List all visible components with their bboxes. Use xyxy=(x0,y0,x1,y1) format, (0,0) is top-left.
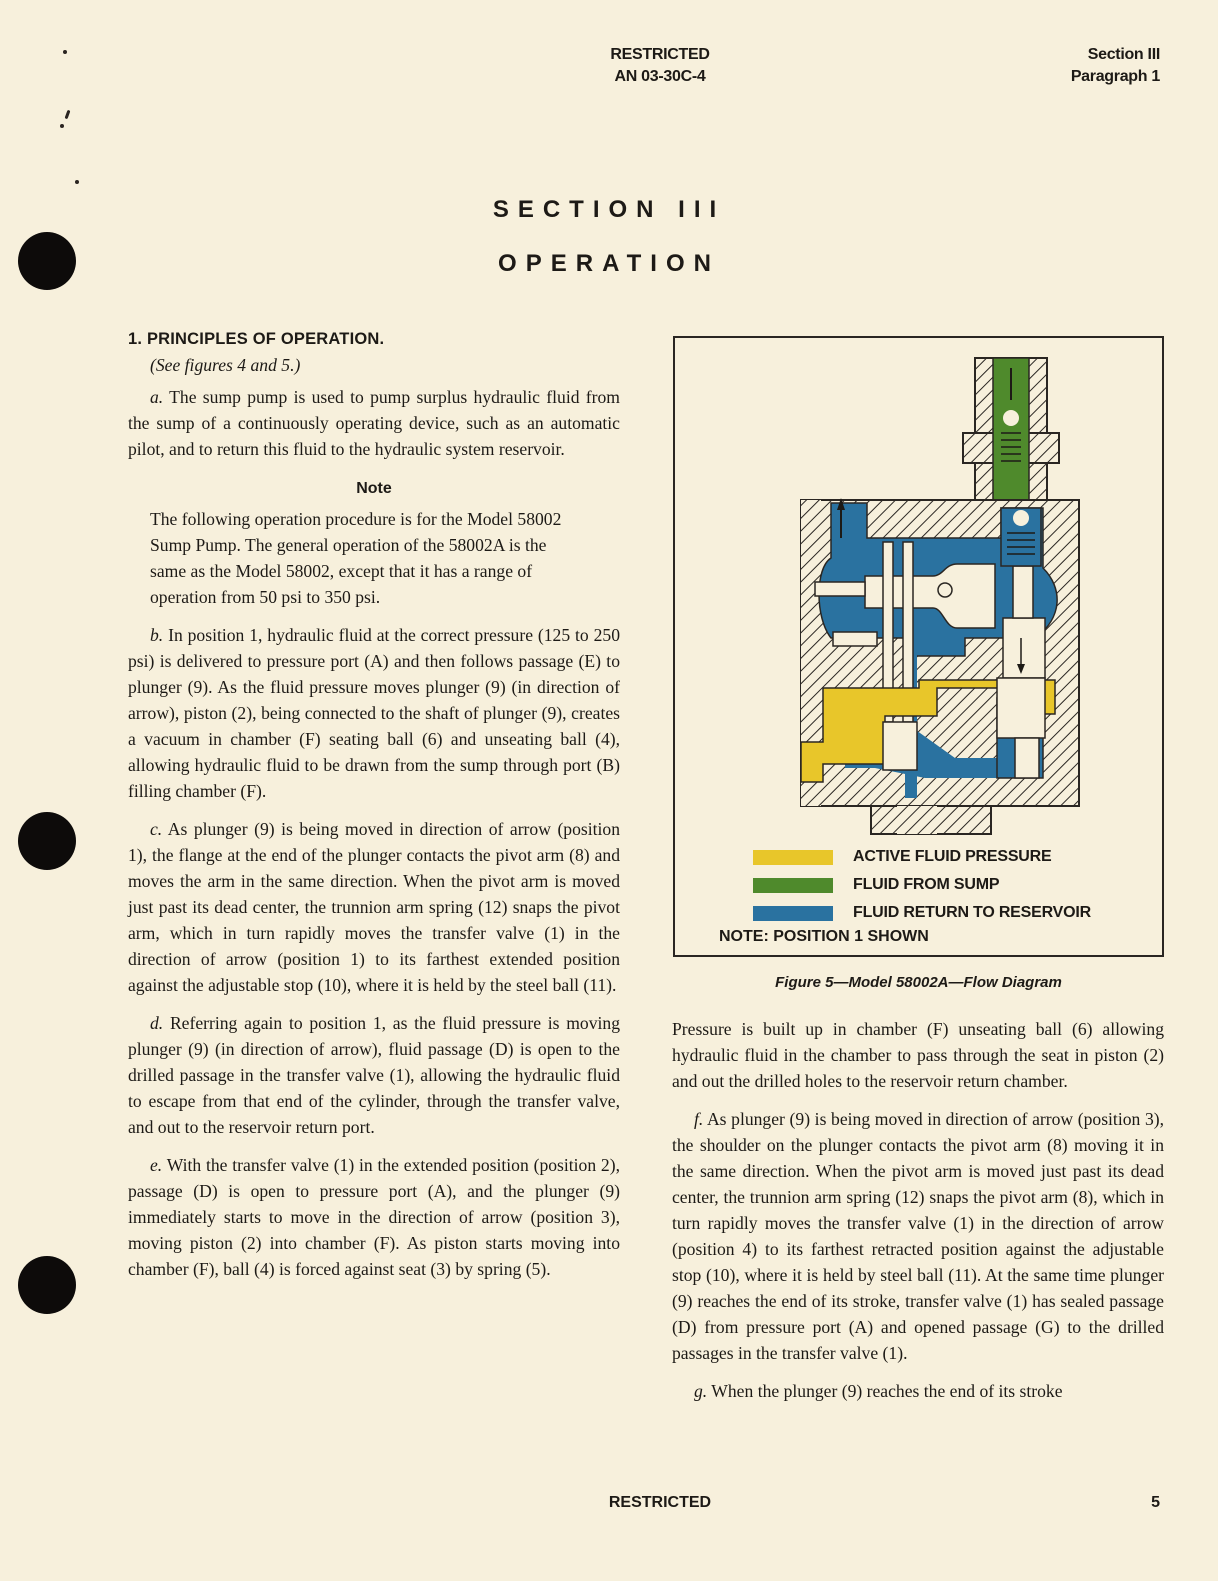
speck xyxy=(65,110,71,119)
footer-classification: RESTRICTED xyxy=(608,1494,712,1511)
speck xyxy=(60,124,64,128)
legend-item-fluid-from-sump: FLUID FROM SUMP xyxy=(753,871,1091,899)
paragraph-g: g. When the plunger (9) reaches the end of its stroke xyxy=(694,1381,1063,1401)
running-header xyxy=(560,44,760,88)
speck xyxy=(75,180,79,184)
section-title: SECTION III xyxy=(492,196,726,223)
paragraph-c: c. As plunger (9) is being moved in direction of arrow (position 1), the flange at the end of the plunger contacts the pivot arm (8) and moves the arm in the same direction. When the pivot arm is moved just past its dead center, the trunnion arm spring (12) snaps the pivot arm, which in turn rapidly moves the transfer valve (1) in the direction of arrow (position 1) to its farthest extended position against the adjustable stop (10), where it is held by the steel ball (11). xyxy=(128,819,620,995)
section-reference xyxy=(1071,44,1160,88)
figure-caption: Figure 5—Model 58002A—Flow Diagram xyxy=(775,974,1062,991)
paragraph-b: b. In position 1, hydraulic fluid at the correct pressure (125 to 250 psi) is delivered to pressure port (A) and then follows passage (E) to plunger (9). As the fluid pressure moves plunger (9) (in direction of arrow), piston (2), being connected to the shaft of plunger (9), creates a vacuum in chamber (F) seating ball (6) and unseating ball (4), allowing hydraulic fluid to be drawn from the sump through port (B) filling chamber (F). xyxy=(128,625,620,801)
paragraph-e: e. With the transfer valve (1) in the extended position (position 2), passage (D) is open to pressure port (A), and the plunger (9) immediately starts to move in the direction of arrow (position 3), moving piston (2) into chamber (F). As piston starts moving into chamber (F), ball (4) is forced against seat (3) by spring (5). xyxy=(128,1155,620,1279)
page-number: 5 xyxy=(1151,1494,1160,1511)
figure-legend xyxy=(753,843,1091,927)
note-body: The following operation procedure is for the Model 58002 Sump Pump. The general operation of the 58002A is the same as the Model 58002, except that it has a range of operation from 50 psi to 350 psi. xyxy=(150,509,562,607)
swatch-yellow xyxy=(753,850,833,865)
punch-hole xyxy=(18,1256,76,1314)
classification-marking: RESTRICTED xyxy=(610,46,710,63)
figure-reference: (See figures 4 and 5.) xyxy=(150,355,301,375)
legend-item-active-fluid-pressure: ACTIVE FLUID PRESSURE xyxy=(753,843,1091,871)
paragraph-d: d. Referring again to position 1, as the fluid pressure is moving plunger (9) (in direction of arrow), fluid passage (D) is open to the drilled passage in the transfer valve (1), allowing the hydraulic fluid to escape from that end of the cylinder, through the transfer valve, and out to the reservoir return port. xyxy=(128,1013,620,1137)
document-number: AN 03-30C-4 xyxy=(614,68,706,85)
figure-note: NOTE: POSITION 1 SHOWN xyxy=(719,928,929,945)
right-column xyxy=(672,1016,1164,1404)
section-name: OPERATION xyxy=(498,250,720,277)
flow-diagram-figure xyxy=(673,336,1164,957)
swatch-green xyxy=(753,878,833,893)
sump-pump-cutaway-diagram xyxy=(675,338,1162,838)
heading-principles: 1. PRINCIPLES OF OPERATION. xyxy=(128,330,385,348)
punch-hole xyxy=(18,812,76,870)
paragraph-f: f. As plunger (9) is being moved in direction of arrow (position 3), the shoulder on the plunger contacts the pivot arm (8) moving it in the same direction. When the pivot arm is moved just past its dead center, the trunnion arm spring (12) snaps the pivot arm (8), which in turn rapidly moves the transfer valve (1) in the direction of arrow (position 4) to its farthest retracted position against the adjustable stop (10), where it is held by steel ball (11). At the same time plunger (9) reaches the end of its stroke, transfer valve (1) has sealed passage (D) from pressure port (A) and opened passage (G) to the drilled passages in the transfer valve (1). xyxy=(672,1109,1164,1363)
paragraph-e-continued: Pressure is built up in chamber (F) unseating ball (6) allowing hydraulic fluid in the chamber to pass through the seat in piston (2) and out the drilled holes to the reservoir return chamber. xyxy=(672,1019,1164,1091)
speck xyxy=(63,50,67,54)
section-label: Section III xyxy=(1087,46,1160,63)
paragraph-a: a. The sump pump is used to pump surplus hydraulic fluid from the sump of a continuously operating device, such as an automatic pilot, and to return this fluid to the hydraulic system reservoir. xyxy=(128,387,620,459)
swatch-blue xyxy=(753,906,833,921)
note-title: Note xyxy=(356,480,392,497)
paragraph-letter: a. xyxy=(150,387,164,407)
left-column xyxy=(128,326,620,1282)
legend-item-fluid-return: FLUID RETURN TO RESERVOIR xyxy=(753,899,1091,927)
paragraph-label: Paragraph 1 xyxy=(1070,68,1160,85)
